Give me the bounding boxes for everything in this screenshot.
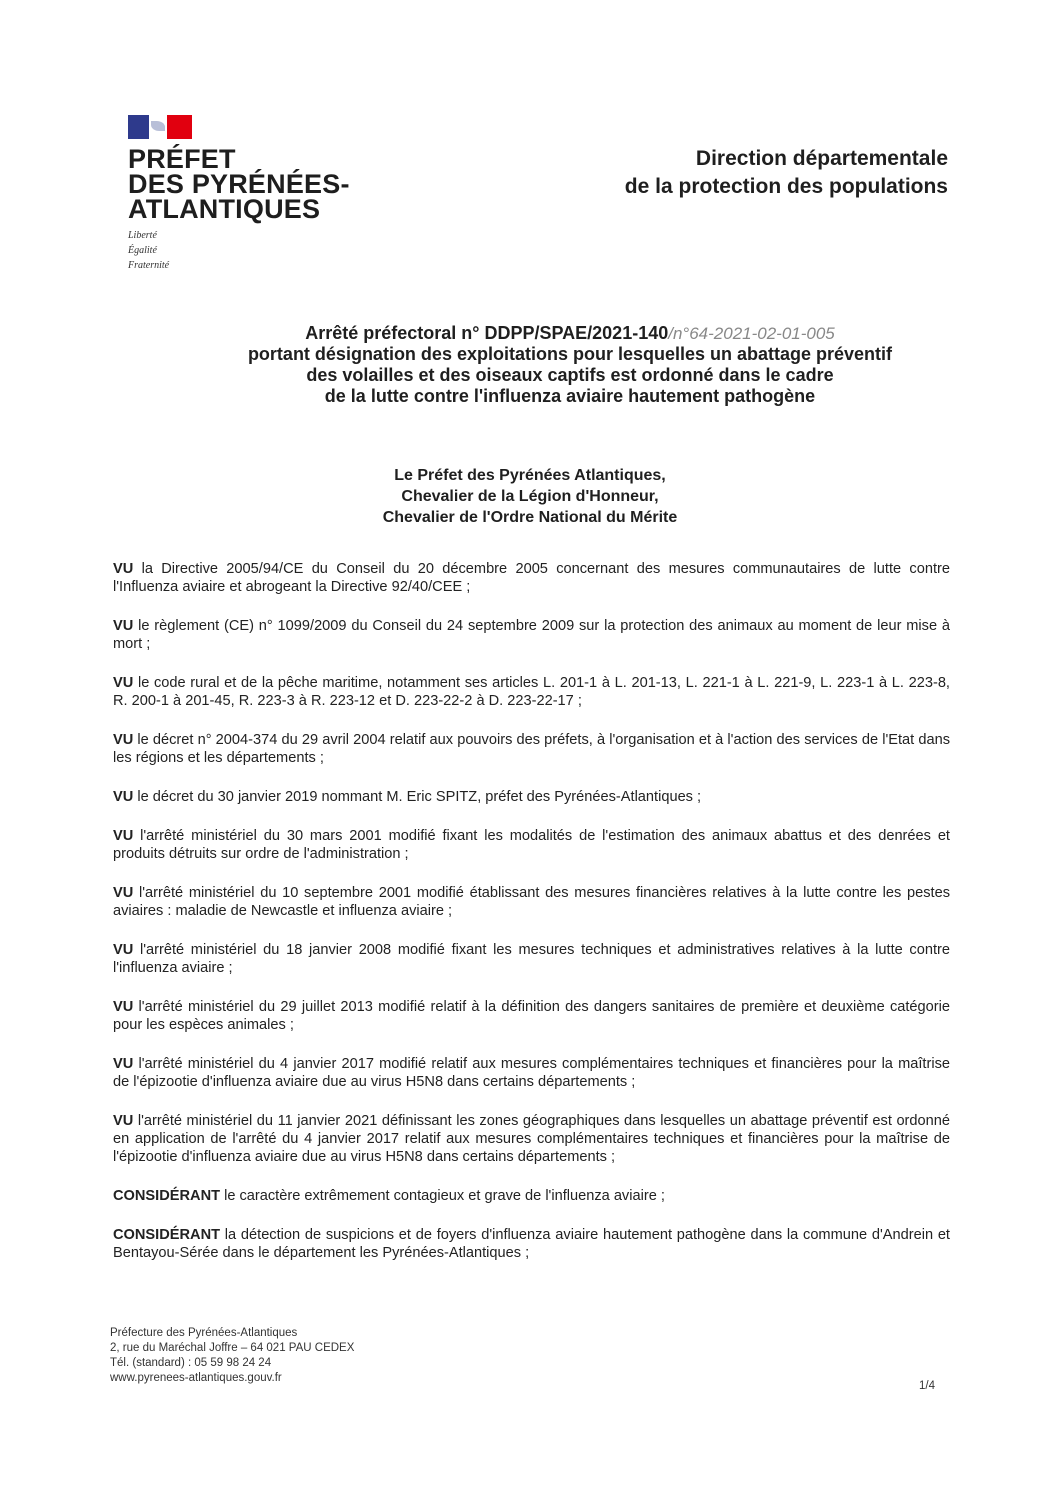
prefect-block — [300, 465, 760, 528]
recital-keyword: VU — [113, 828, 134, 844]
prefect-line: Le Préfet des Pyrénées Atlantiques, — [394, 467, 666, 484]
recital-paragraph — [113, 884, 950, 920]
issuing-direction — [625, 145, 948, 201]
recital-keyword: VU — [113, 885, 134, 901]
recital-text: la Directive 2005/94/CE du Conseil du 20 décembre 2005 concernant des mesures communautaires de lutte contre l'Influenza aviaire et abrogeant la Directive 92/40/CEE ; — [113, 561, 950, 595]
decree-number: Arrêté préfectoral n° DDPP/SPAE/2021-140 — [305, 323, 669, 343]
prefecture-logo — [128, 115, 368, 273]
recital-keyword: VU — [113, 999, 134, 1015]
consideration-paragraph — [113, 1187, 950, 1205]
marianne-flag-icon — [128, 115, 192, 139]
page-number: 1/4 — [919, 1380, 935, 1392]
decree-title — [140, 323, 1000, 407]
recital-paragraph — [113, 560, 950, 596]
recital-keyword: VU — [113, 789, 134, 805]
title-line-3: des volailles et des oiseaux captifs est ordonné dans le cadre — [306, 365, 834, 385]
recital-text: le décret n° 2004-374 du 29 avril 2004 relatif aux pouvoirs des préfets, à l'organisation et à l'action des services de l'Etat dans les régions et les départements ; — [113, 732, 950, 766]
footer-line: Préfecture des Pyrénées-Atlantiques — [110, 1327, 298, 1339]
footer-address — [110, 1326, 354, 1386]
recital-text: le décret du 30 janvier 2019 nommant M. Eric SPITZ, préfet des Pyrénées-Atlantiques ; — [133, 789, 702, 805]
recital-paragraph — [113, 1112, 950, 1166]
recital-keyword: VU — [113, 675, 134, 691]
recital-paragraph — [113, 827, 950, 863]
motto-line: Égalité — [128, 245, 157, 256]
recital-text: l'arrêté ministériel du 10 septembre 2001 modifié établissant des mesures financières relatives à la lutte contre les pestes aviaires : maladie de Newcastle et influenza aviaire ; — [113, 885, 950, 919]
recital-paragraph — [113, 674, 950, 710]
footer-line: Tél. (standard) : 05 59 98 24 24 — [110, 1357, 272, 1369]
logo-line: DES PYRÉNÉES- — [128, 169, 350, 199]
recital-text: l'arrêté ministériel du 11 janvier 2021 définissant les zones géographiques dans lesquelles un abattage préventif est ordonné en application de l'arrêté du 4 janvier 2017 relatif aux mesures complémentaires techniques et financières pour la maîtrise de l'épizootie d'influenza aviaire due au virus H5N8 dans certains départements ; — [113, 1113, 950, 1165]
recital-paragraph — [113, 998, 950, 1034]
recital-paragraph — [113, 617, 950, 653]
prefect-line: Chevalier de l'Ordre National du Mérite — [382, 509, 678, 526]
recital-paragraph — [113, 1055, 950, 1091]
logo-line: ATLANTIQUES — [128, 194, 321, 224]
recital-keyword: VU — [113, 618, 134, 634]
logo-text — [128, 144, 368, 224]
consideration-text: le caractère extrêmement contagieux et grave de l'influenza aviaire ; — [220, 1188, 665, 1204]
title-line-2: portant désignation des exploitations pour lesquelles un abattage préventif — [247, 344, 893, 364]
logo-line: PRÉFET — [128, 144, 236, 174]
recital-text: le code rural et de la pêche maritime, notamment ses articles L. 201-1 à L. 201-13, L. 221-1 à L. 221-9, L. 223-1 à L. 223-8, R. 200-1 à 201-45, R. 223-3 à R. 223-12 et D. 223-22-2 à D. 223-22-17 ; — [113, 675, 950, 709]
recital-text: l'arrêté ministériel du 30 mars 2001 modifié fixant les modalités de l'estimation des animaux abattus et des denrées et produits détruits sur ordre de l'administration ; — [113, 828, 950, 862]
consideration-text: la détection de suspicions et de foyers d'influenza aviaire hautement pathogène dans la commune d'Andrein et Bentayou-Sérée dans le département les Pyrénées-Atlantiques ; — [113, 1227, 950, 1261]
title-line-4: de la lutte contre l'influenza aviaire hautement pathogène — [324, 386, 816, 406]
recital-text: le règlement (CE) n° 1099/2009 du Conseil du 24 septembre 2009 sur la protection des animaux au moment de leur mise à mort ; — [113, 618, 950, 652]
direction-line: Direction départementale — [695, 147, 948, 170]
footer-line: 2, rue du Maréchal Joffre – 64 021 PAU CEDEX — [110, 1342, 355, 1354]
recital-paragraph — [113, 941, 950, 977]
recital-text: l'arrêté ministériel du 18 janvier 2008 modifié fixant les mesures techniques et administratives relatives à la lutte contre l'influenza aviaire ; — [113, 942, 950, 976]
decree-body — [113, 560, 950, 1283]
prefect-line: Chevalier de la Légion d'Honneur, — [401, 488, 659, 505]
recital-text: l'arrêté ministériel du 4 janvier 2017 modifié relatif aux mesures complémentaires techniques et financières pour la maîtrise de l'épizootie d'influenza aviaire due au virus H5N8 dans certains départements ; — [113, 1056, 950, 1090]
recital-keyword: VU — [113, 732, 134, 748]
recital-keyword: VU — [113, 1056, 134, 1072]
consideration-keyword: CONSIDÉRANT — [113, 1227, 221, 1243]
footer-website: www.pyrenees-atlantiques.gouv.fr — [110, 1372, 282, 1384]
direction-line: de la protection des populations — [624, 175, 948, 198]
motto — [128, 228, 368, 273]
recital-paragraph — [113, 731, 950, 767]
recital-paragraph — [113, 788, 950, 806]
recital-keyword: VU — [113, 942, 134, 958]
recital-text: l'arrêté ministériel du 29 juillet 2013 modifié relatif à la définition des dangers sanitaires de première et deuxième catégorie pour les espèces animales ; — [113, 999, 950, 1033]
consideration-paragraph — [113, 1226, 950, 1262]
consideration-keyword: CONSIDÉRANT — [113, 1188, 221, 1204]
motto-line: Liberté — [128, 230, 157, 241]
recital-keyword: VU — [113, 561, 134, 577]
title-line-1 — [140, 323, 1000, 344]
recital-keyword: VU — [113, 1113, 134, 1129]
motto-line: Fraternité — [128, 260, 170, 271]
handwritten-number: /n°64-2021-02-01-005 — [668, 324, 835, 343]
